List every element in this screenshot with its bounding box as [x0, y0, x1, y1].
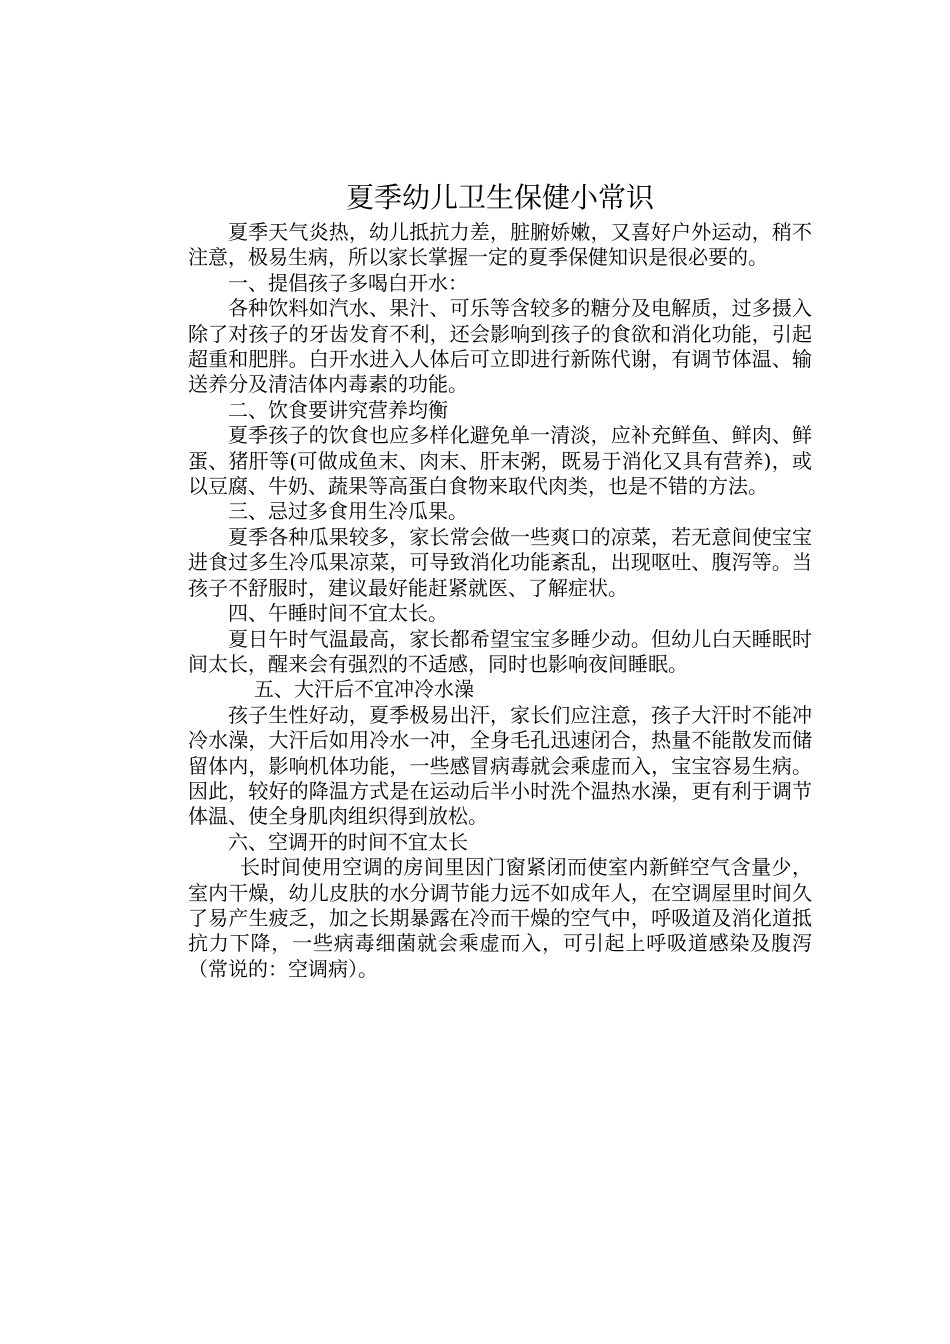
section-body-1: 各种饮料如汽水、果汁、可乐等含较多的糖分及电解质，过多摄入除了对孩子的牙齿发育不利，还会影响到孩子的食欲和消化功能，引起超重和肥胖。白开水进入人体后可立即进行新陈代谢，有调节体温、输送养分及清洁体内毒素的功能。: [188, 296, 812, 397]
document-page: [188, 178, 812, 982]
section-heading-2: 二、饮食要讲究营养均衡: [228, 397, 448, 422]
section-body-4: 夏日午时气温最高，家长都希望宝宝多睡少动。但幼儿白天睡眠时间太长，醒来会有强烈的不适感，同时也影响夜间睡眠。: [188, 626, 812, 676]
section-heading-1: 一、提倡孩子多喝白开水：: [228, 270, 468, 295]
section-body-6: 长时间使用空调的房间里因门窗紧闭而使室内新鲜空气含量少，室内干燥，幼儿皮肤的水分调节能力远不如成年人，在空调屋里时间久了易产生疲乏，加之长期暴露在冷而干燥的空气中，呼吸道及消化道抵抗力下降，一些病毒细菌就会乘虚而入，可引起上呼吸道感染及腹泻（常说的：空调病）。: [188, 855, 812, 981]
section-body-5: 孩子生性好动，夏季极易出汗，家长们应注意，孩子大汗时不能冲冷水澡，大汗后如用冷水一冲，全身毛孔迅速闭合，热量不能散发而储留体内，影响机体功能，一些感冒病毒就会乘虚而入，宝宝容易生病。因此，较好的降温方式是在运动后半小时洗个温热水澡，更有利于调节体温、使全身肌肉组织得到放松。: [188, 702, 812, 829]
intro-paragraph: 夏季天气炎热，幼儿抵抗力差，脏腑娇嫩，又喜好户外运动，稍不注意，极易生病，所以家长掌握一定的夏季保健知识是很必要的。: [188, 220, 812, 270]
section-heading-6: 六、空调开的时间不宜太长: [228, 829, 468, 854]
section-heading-4: 四、午睡时间不宜太长。: [228, 601, 448, 626]
document-title: 夏季幼儿卫生保健小常识: [345, 181, 654, 214]
section-body-2: 夏季孩子的饮食也应多样化避免单一清淡，应补充鲜鱼、鲜肉、鲜蛋、猪肝等(可做成鱼末、肉末、肝末粥，既易于消化又具有营养)，或以豆腐、牛奶、蔬果等高蛋白食物来取代肉类，也是不错的方法。: [188, 423, 812, 499]
section-body-3: 夏季各种瓜果较多，家长常会做一些爽口的凉菜，若无意间使宝宝进食过多生冷瓜果凉菜，可导致消化功能紊乱，出现呕吐、腹泻等。当孩子不舒服时，建议最好能赶紧就医、了解症状。: [188, 524, 812, 600]
section-heading-5: 五、大汗后不宜冲冷水澡: [254, 677, 474, 702]
section-heading-3: 三、忌过多食用生冷瓜果。: [228, 499, 468, 524]
